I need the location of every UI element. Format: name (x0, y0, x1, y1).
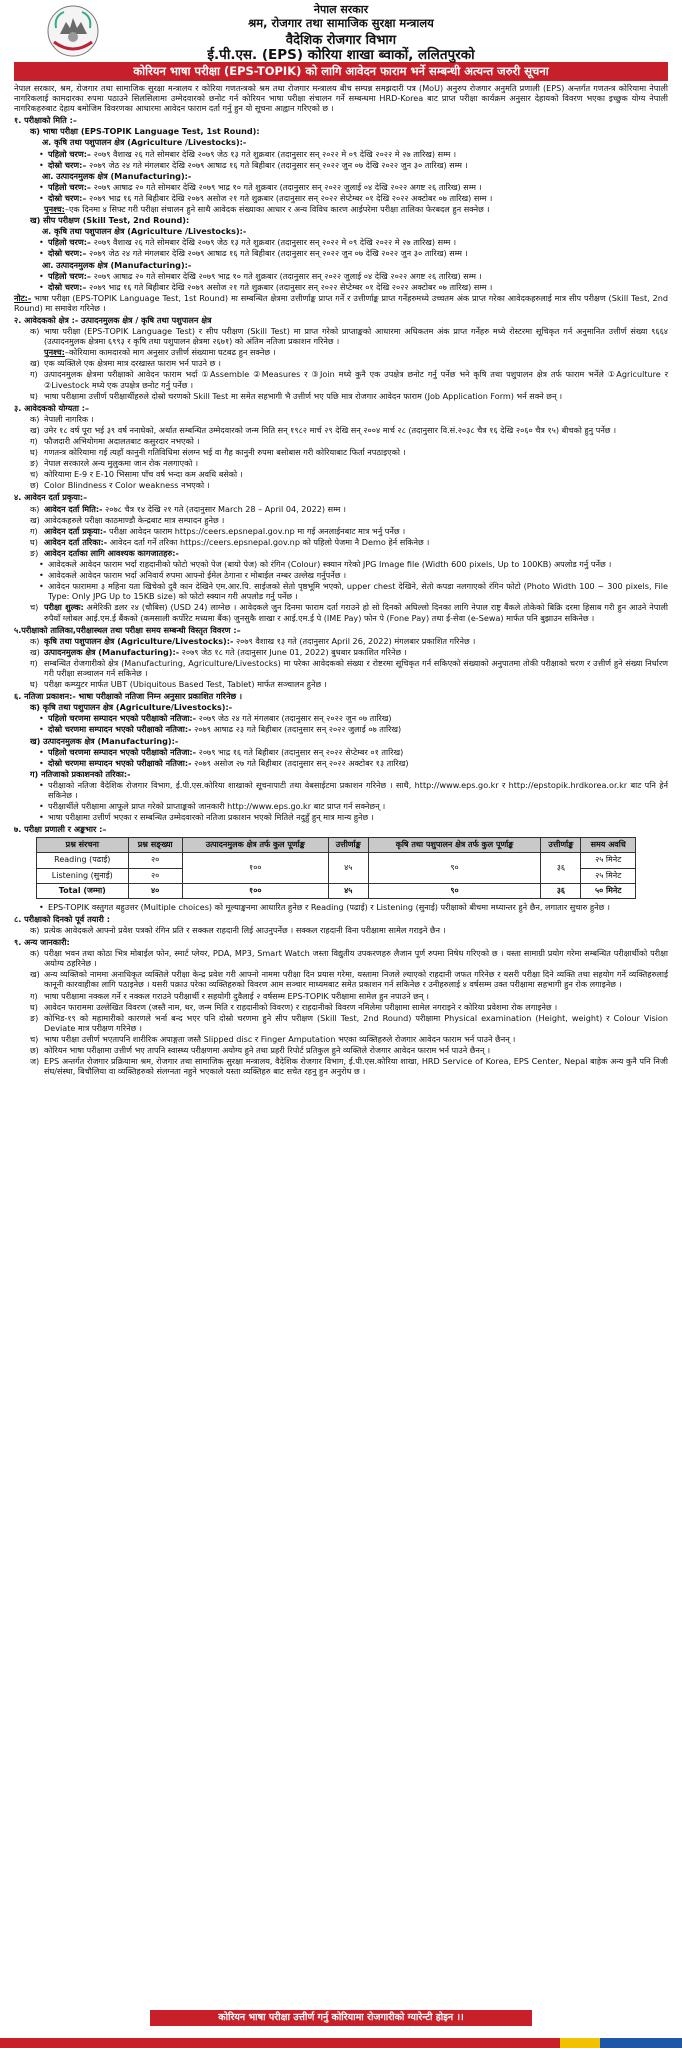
item-label: कृषि तथा पशुपालन क्षेत्र (Agriculture/Livestocks):- (44, 635, 234, 646)
list-item (48, 160, 668, 170)
score-table (36, 837, 636, 898)
list-text: आवेदकहरुले परीक्षा काठमाण्डौ केन्द्रबाट मात्र सम्पादन हुनेछ । (44, 514, 225, 525)
list-item (30, 1033, 668, 1044)
section-1b-mfg-title: आ. उत्पादनमुलक क्षेत्र (Manufacturing):- (42, 259, 192, 270)
list-text: अमेरिकी डलर २४ (चौबिस) (USD 24) लाग्नेछ । आवेदकले जुन दिनमा फाराम दर्ता गराउने हो सो दिनको अघिल्लो दिनका लागि नेपाल राष्ट्र बैंकले तोकेको बिक्रि दरमा हिसाब गरी हुन आउने नेपाली रुपैयाँ ग्लोबल आई.एम.ई बैंकको (कमसाली कर्पोरेट मध्यमा बैंक) जुनसुकै शाखा र आई.एम.ई पे (IME Pay) फोन पे (Fone Pay) तथा ई-सेवा (e-Sewa) मार्फत पनि बुझाउन सकिनेछ । (44, 602, 669, 623)
list-marker: ख) (30, 969, 40, 980)
list-item (48, 237, 668, 247)
table-cell: ९० (368, 883, 541, 898)
list-marker: ख) (30, 646, 40, 657)
list-marker: ग) (30, 990, 38, 1001)
list-text: आवेदन फाराममा ३ महिना यता खिचेको दुवै कान देखिने एम.आर.पि. साईजको सेतो पृष्ठभूमि भएको, upper chest देखिने, सेतो कपडा नलगाएको रंगिन फोटो (Photo Width 100 ~ 300 pixels, File Type: Only JPG Up to 15KB size) को फोटो स्क्यान गरी अपलोड गर्नु पर्नेछ । (48, 581, 668, 602)
list-text: भाषा परीक्षामा नक्कल गर्ने र नक्कल गराउने परीक्षार्थी र सहयोगी दुवैलाई २ वर्षसम्म EPS-TOPIK परीक्षामा सामेल हुन नपाउने छन् । (44, 990, 429, 1001)
phase-text: २०७९ आषाढ २० गते सोमबार देखि २०७९ भाद्र १० गते शुक्रबार (तदानुसार सन् २०२२ जुलाई ०४ देखि २०२२ अगष्ट २६ तारिख) सम्म । (93, 270, 482, 281)
table-cell: ५० मिनेट (581, 883, 636, 898)
list-text: भाषा परीक्षा उत्तीर्ण भएतापनि शारीरिक अपाङ्गता जस्तै Slipped disc र Finger Amputation भएका व्यक्तिहरुले रोजगार आवेदन फाराम भर्न पाउने छैनन् । (44, 1033, 516, 1044)
list-item (30, 1001, 668, 1012)
list-marker: घ) (30, 679, 38, 690)
list-marker: च) (30, 602, 39, 613)
list-item (30, 514, 668, 525)
phase-label: दोस्रो चरण:– (48, 281, 87, 292)
footer-stripe-blue (600, 2038, 682, 2048)
table-header-cell: उत्पादनमुलक क्षेत्र तर्फ कुल पूर्णाङ्क (182, 838, 328, 853)
table-cell: ४५ (328, 883, 368, 898)
list-marker: क) (30, 924, 40, 935)
table-cell: Listening (सुनाई) (37, 868, 129, 883)
phase-label: पहिलो चरण:– (48, 270, 91, 281)
list-item (44, 347, 668, 357)
list-item (30, 503, 668, 514)
list-item (48, 724, 668, 734)
table-header-cell: उत्तीर्णाङ्क (541, 838, 581, 853)
section-6-title: ६. नतिजा प्रकाशन:- भाषा परीक्षाको नतिजा निम्न अनुसार प्रकाशित गरिनेछ । (14, 691, 243, 702)
phase-text: २०७९ आषाढ २० गते सोमबार देखि २०७९ भाद्र १० गते शुक्रबार (तदानुसार सन् २०२२ जुलाई ०४ देखि २०२२ अगष्ट २६ तारिख) सम्म । (93, 181, 482, 192)
item-label: आवेदन दर्ताका लागि आवश्यक कागजातहरु:- (44, 547, 179, 558)
section-1a-mfg-title: आ. उत्पादनमुलक क्षेत्र (Manufacturing):- (42, 170, 192, 181)
list-text: कोरियामा E-9 र E-10 भिसामा पाँच वर्ष भन्दा कम अवधि बसेको । (44, 469, 243, 480)
note-text: –एक दिनमा ४ सिफ्ट गरी परीक्षा संचालन हुने साथै आवेदक संख्याका आधार र अन्य विविध कारण आईपरेमा परीक्षा तालिका फेरबदल हुन सक्नेछ । (64, 204, 490, 215)
list-text: आवेदन फाराममा उल्लेखित विवरण (जस्तै नाम, थर, जन्म मिति र राहदानीको विवरण) र राहदानीको विवरण नमिलेमा परीक्षामा सामेल नगराइने र कोरिया प्रवेशमा रोक लगाइनेछ । (44, 1001, 558, 1012)
list-item (30, 326, 668, 347)
list-text: EPS-TOPIK वस्तुगत बहुउत्तर (Multiple choices) को मूल्याङ्कनमा आधारित हुनेछ र Reading (पढाई) र Listening (सुनाई) परीक्षाको बीचमा मध्यान्तर हुने छैन, लगातार सुचारु हुनेछ । (48, 901, 610, 912)
phase-label: पहिलो चरण:– (48, 148, 91, 159)
list-text: परीक्षा कम्प्युटर मार्फत UBT (Ubiquitous Based Test, Tablet) मार्फत सञ्चालन हुनेछ । (44, 679, 327, 690)
phase-label: पहिलो चरण:– (48, 237, 91, 248)
list-item (30, 969, 668, 990)
notice-banner: कोरियन भाषा परीक्षा (EPS-TOPIK) को लागि आवेदन फाराम भर्ने सम्बन्धी अत्यन्त जरुरी सूचना (14, 62, 668, 81)
list-marker: च) (30, 1033, 39, 1044)
phase-text: २०७९ वैशाख २६ गते सोमबार देखि २०७९ जेठ १३ गते शुक्रबार (तदानुसार सन् २०२२ मे ०९ देखि २०२२ मे २७ तारिख) सम्म । (93, 237, 457, 248)
list-marker: क) (30, 948, 40, 959)
list-text: २०७९ जेठ २४ गते मंगलबार (तदानुसार सन् २०२२ जुन ०७ तारिख) (198, 713, 392, 724)
note-label: पुनश्च: (44, 204, 65, 215)
table-cell: २० (128, 868, 182, 883)
list-item (48, 902, 668, 912)
item-label: दोस्रो चरणमा सम्पादन भएको परीक्षाको नतिजा:- (48, 757, 192, 768)
list-item (48, 747, 668, 757)
list-item (30, 547, 668, 558)
table-header-cell: उत्तीर्णाङ्क (328, 838, 368, 853)
list-text: परीक्षार्थीले परीक्षामा आफूले प्राप्त गरेको प्राप्ताङ्कको जानकारी http://www.eps.go.kr बाट प्राप्त गर्न सक्नेछन् । (48, 801, 386, 812)
item-label: पहिलो चरणमा सम्पादन भएको परीक्षाको नतिजा:- (48, 746, 197, 757)
list-item (48, 182, 668, 192)
list-text: २०७९ वैशाख १३ गते (तदानुसार April 26, 2022) मंगलबार प्रकाशित गरिनेछ । (235, 635, 476, 646)
note (14, 293, 668, 313)
list-item (30, 369, 668, 390)
list-marker: क) (30, 503, 40, 514)
list-item (30, 1012, 668, 1033)
list-text: परीक्षा भवन तथा कोठा भित्र मोबाईल फोन, स्मार्ट प्लेयर, PDA, MP3, Smart Watch जस्ता विद्युतीय उपकरणहरु लैजान पूर्ण रुपमा निषेध गरिएको छ । यस्ता सामाग्री प्रयोग गरेमा सम्बन्धित परीक्षार्थीको परीक्षा अयोग्य ठहरिनेछ । (44, 948, 668, 969)
list-marker: छ) (30, 1044, 39, 1055)
list-item (48, 570, 668, 580)
list-item (30, 358, 668, 369)
list-text: उत्पादनमुलक क्षेत्रमा परीक्षाको आवेदन फाराम भर्दा ①Assemble ②Measures र ③Join मध्ये कुनै एक उपक्षेत्र छनोट गर्नु पर्नेछ भने कृषि तथा पशुपालन क्षेत्र तर्फ फाराम भर्नेले ①Agriculture र ②Livestock मध्ये एक उपक्षेत्र छनोट गर्नु पर्नेछ । (44, 369, 668, 390)
list-marker: च) (30, 469, 39, 480)
footer-stripe-red (0, 2038, 560, 2048)
table-header-cell: प्रश्न सङ्ख्या (128, 838, 182, 853)
table-cell: Total (जम्मा) (37, 883, 129, 898)
section-1a-title: क) भाषा परीक्षा (EPS-TOPIK Language Test, 1st Round): (30, 126, 260, 137)
list-marker: ग) (30, 525, 38, 536)
list-text: आवेदकले आवेदन फाराम भर्दा राहदानीको फोटो भएको पेज (बायो पेज) को रंगिन (Colour) स्क्यान गरेको JPG Image file (Width 600 pixels, Up to 100KB) अपलोड गर्नु पर्नेछ । (48, 559, 612, 570)
list-text: परीक्षा आवेदन फाराम https://ceers.epsnepal.gov.np मा गई अनलाईनबाट मात्र भर्नु पर्नेछ । (109, 525, 406, 536)
list-item (30, 525, 668, 536)
list-item (48, 801, 668, 811)
list-text: फौजदारी अभियोगमा अदालतबाट कसुरदार नभएको । (44, 436, 200, 446)
list-text: उमेर १८ वर्ष पूरा भई ३९ वर्ष ननाघेको, अर्थात सम्बन्धित उम्मेदवारको जन्म मिति सन् १९८२ मार्च २९ देखि सन् २००४ मार्च २८ (तदानुसार वि.सं.२०३८ चैत्र १६ देखि २०६० चैत्र १५) बीचको हुनु पर्नेछ । (44, 424, 617, 435)
list-item (30, 536, 668, 547)
list-item (30, 948, 668, 969)
table-row (37, 853, 636, 868)
list-marker: क) (30, 413, 40, 424)
list-item (48, 812, 668, 822)
item-label: आवेदन दर्ता मिति:- (44, 503, 103, 514)
footer-banner: कोरियन भाषा परीक्षा उत्तीर्ण गर्नु कोरियामा रोजगारीको ग्यारेन्टी होइन ।। (150, 2010, 532, 2026)
phase-text: २०७९ जेठ २४ गते मंगलबार देखि २०७९ आषाढ १६ गते बिहीबार (तदानुसार सन् २०२२ जुन ०७ देखि २०२२ जुन ३० तारिख) सम्म । (89, 248, 468, 259)
list-text: आवेदकले आवेदन फाराम भर्दा अनिवार्य रुपमा आफ्नो ईमेल ठेगाना र मोबाईल नम्बर उल्लेख गर्नुपर्नेछ । (48, 570, 347, 581)
list-text: २०७९ जेठ १८ गते (तदानुसार June 01, 2022) बुधबार प्रकाशित गरिनेछ । (181, 646, 407, 657)
table-cell: २० (128, 853, 182, 868)
section-3-title: ३. आवेदकको योग्यता :– (14, 402, 90, 413)
phase-label: दोस्रो चरण:– (48, 159, 87, 170)
item-label: आवेदन दर्ता तरिका:- (44, 536, 108, 547)
list-text: आवेदन दर्ता गर्ने तरिका https://ceers.epsnepal.gov.np को पहिलो पेजमा नै Demo हेर्न सकिनेछ । (109, 536, 430, 547)
phase-text: २०७९ जेठ २४ गते मंगलबार देखि २०७९ आषाढ १६ गते बिहीबार (तदानुसार सन् २०२२ जुन ०७ देखि २०२२ जुन ३० तारिख) सम्म । (89, 159, 468, 170)
section-1b-title: ख) सीप परीक्षण (Skill Test, 2nd Round): (30, 215, 190, 226)
list-item (30, 990, 668, 1001)
table-cell: २५ मिनेट (581, 853, 636, 868)
note-label: पुनश्च: (44, 347, 65, 358)
list-marker: ख) (30, 514, 40, 525)
list-item (48, 282, 668, 292)
table-cell: ४० (128, 883, 182, 898)
section-9-title: ९. अन्य जानकारी: (14, 937, 70, 948)
list-marker: क) (30, 326, 40, 337)
list-item (48, 559, 668, 569)
table-header-cell: समय अवधि (581, 838, 636, 853)
list-marker: क) (30, 635, 40, 646)
note (44, 204, 668, 214)
list-item (48, 149, 668, 159)
list-item (48, 758, 668, 768)
list-text: २०७९ भाद्र १६ गते बिहीबार (तदानुसार सन् २०२२ सेप्टेम्बर ०१ तारिख) (198, 746, 404, 757)
list-text: EPS अन्तर्गत रोजगार प्रक्रियामा श्रम, रोजगार तथा सामाजिक सुरक्षा मन्त्रालय, वैदेशिक रोजगार विभाग, ई.पी.एस.कोरिया शाखा, HRD Service of Korea, EPS Center, Nepal बाहेक अन्य कुनै पनि निजी संघ/संस्था, बिचौलिया वा व्यक्तिहरुको संलग्नता नहुने भएकाले यस्ता व्यक्तिहरु बाट सचेत रहनु हुन अनुरोध छ । (44, 1056, 668, 1077)
list-item (30, 458, 668, 469)
phase-text: २०७९ भाद्र १६ गते बिहीबार देखि २०७९ असोज २१ गते शुक्रबार (तदानुसार सन् २०२२ सेप्टेम्बर ०१ देखि २०२२ अक्टोबर ०७ तारिख) सम्म । (89, 281, 493, 292)
list-item (30, 679, 668, 690)
list-item (48, 713, 668, 723)
list-marker: ग) (30, 369, 38, 380)
phase-label: पहिलो चरण:– (48, 181, 91, 192)
list-marker: ख) (30, 358, 40, 369)
list-item (30, 635, 668, 646)
list-item (30, 602, 669, 623)
section-2-title: २. आवेदकको क्षेत्र :- उत्पादनमुलक क्षेत्र / कृषि तथा पशुपालन क्षेत्र (14, 314, 212, 325)
list-item (30, 436, 668, 446)
header-line-4: ई.पी.एस. (EPS) कोरिया शाखा ब्वाकों, ललितपुरको (207, 47, 475, 63)
section-8-title: ८. परीक्षाको दिनको पूर्व तयारी : (14, 913, 110, 924)
list-text: नेपाल सरकारले अन्य मुलुकमा जान रोक नलगाएको । (44, 458, 199, 469)
list-item (48, 193, 668, 203)
list-item (30, 1056, 668, 1077)
header-line-3: वैदेशिक रोजगार विभाग (285, 33, 397, 48)
list-marker: ङ) (30, 1012, 39, 1023)
list-text: भाषा परीक्षामा उत्तीर्ण भएका र सम्बन्धित उम्मेदवारको नतिजा प्रकाशन भएको मितिले नदुहुँ हुन् मात्र मान्य हुनेछ । (48, 812, 374, 823)
item-label: परीक्षा शुल्क: (44, 602, 84, 613)
list-item (30, 447, 668, 458)
list-marker: घ) (30, 390, 38, 401)
list-text: २०७९ असोज २७ गते बिहीबार (तदानुसार सन् २०२२ अक्टोबर १३ तारिख) (194, 757, 409, 768)
list-text: भाषा परीक्षा (EPS-TOPIK Language Test) र सीप परीक्षण (Skill Test) मा प्राप्त गरेको प्राप्ताङ्कको आधारमा अधिकतम अंक प्राप्त गर्नेहरु मध्ये रोस्टरमा सूचिकृत गर्न अनुमानित उत्तीर्ण संख्या ९६६४ (उत्पादनमुलक क्षेत्रमा ६९९३ र कृषि तथा पशुपालन क्षेत्रमा २६७१) को अंतिम नतिजा प्रकाशन गरिनेछ । (44, 326, 668, 347)
list-text: सम्बन्धित रोजगारीको क्षेत्र (Manufacturing, Agriculture/Livestocks) मा परेका आवेदकको संख्या र रोष्टरमा सूचिकृत गर्न सकिएको संख्याको अनुपातमा तोकी परीक्षाको चरण र उत्तीर्ण हुने संख्या निर्धारण गरी परीक्षा सञ्चालन गर्न सकिनेछ । (44, 657, 668, 678)
list-item (30, 657, 668, 678)
section-6a-title: क) कृषि तथा पशुपालन क्षेत्र (Agriculture/Livestocks):- (30, 702, 233, 713)
list-marker: ख) (30, 424, 40, 435)
list-text: कोरियन भाषा परीक्षामा उत्तीर्ण भए तापनि स्वास्थ्य परीक्षणमा अयोग्य हुने तथा प्रहरी रिपोर्ट प्रतिकुल हुने व्यक्तिले रोजगार आवेदन फाराम भर्न पाउने छैनन् । (44, 1044, 491, 1055)
table-header-cell: कृषि तथा पशुपालन क्षेत्र तर्फ कुल पूर्णाङ्क (368, 838, 541, 853)
phase-label: दोस्रो चरण:– (48, 192, 87, 203)
note-text: भाषा परीक्षा (EPS-TOPIK Language Test, 1st Round) मा सम्बन्धित क्षेत्रमा उत्तीर्णाङ्क प्राप्त गर्ने र उत्तीर्णाङ्क प्राप्त गर्नेहरुमध्ये उच्चतम अंक प्राप्त गरेका आवेदकहरुलाई मात्र सीप परीक्षण (Skill Test, 2nd Round) मा समावेश गरिनेछ । (14, 292, 668, 313)
list-item (30, 413, 668, 424)
footer-stripe-yellow (560, 2038, 600, 2048)
phase-text: २०७९ वैशाख २६ गते सोमबार देखि २०७९ जेठ १३ गते शुक्रबार (तदानुसार सन् २०२२ मे ०९ देखि २०२२ मे २७ तारिख) सम्म । (93, 148, 457, 159)
list-item (30, 646, 668, 657)
list-text: २०७९ आषाढ २३ गते बिहीबार (तदानुसार सन् २०२२ जुलाई ०७ तारिख) (194, 724, 402, 735)
list-text: प्रत्येक आवेदकले आफ्नो प्रवेश पत्रको रंगिन प्रति र सक्कल राहदानी लिई आउनुपर्नेछ । सक्कल राहदानी विना परीक्षामा सामेल गराइने छैन । (44, 924, 446, 935)
table-cell: ३६ (541, 853, 581, 883)
table-cell: ३६ (541, 883, 581, 898)
section-5-title: ५.परीक्षाको तालिका,परीक्षास्थल तथा परीक्षा समय सम्बन्धी विस्तृत विवरण :– (14, 624, 241, 635)
intro-paragraph: नेपाल सरकार, श्रम, रोजगार तथा सामाजिक सुरक्षा मन्त्रालय र कोरिया गणतन्त्रको श्रम तथा रोजगार मन्त्रालय बीच सम्पन्न समझदारी पत्र (MoU) अनुरुप रोजगार अनुमति प्रणाली (EPS) अन्तर्गत गणतन्त्र कोरियामा नेपाली नागरिकलाई कामदारका रुपमा पठाउने सिलसिलामा उम्मेदवारको छनोट गर्न कोरियन भाषा परीक्षा संचालन गर्ने सम्बन्धमा HRD-Korea बाट प्राप्त परीक्षा कार्यक्रम अनुसार देहायको विवरण भएका इच्छुक योग्य नेपाली नागरिकहरुबाट देहाय बमोजिम विवरणका आधारमा आवेदन फाराम दर्ता गर्नु हुन यो सूचना आह्वान गरिएको छ । (14, 83, 668, 114)
phase-label: दोस्रो चरण:– (48, 248, 87, 259)
list-item (48, 581, 668, 601)
table-cell: २५ मिनेट (581, 868, 636, 883)
section-6c-title: ग) नतिजाको प्रकाशनको तरिका:- (30, 768, 131, 779)
table-cell: १०० (182, 883, 328, 898)
list-marker: ग) (30, 436, 38, 446)
table-header-row (37, 838, 636, 853)
list-item (30, 924, 668, 935)
list-marker: घ) (30, 447, 38, 458)
table-cell: १०० (182, 853, 328, 883)
list-item (30, 480, 668, 491)
item-label: पहिलो चरणमा सम्पादन भएको परीक्षाको नतिजा:- (48, 713, 197, 724)
list-text: २०७८ चैत्र १४ देखि २१ गते (तदानुसार March 28 – April 04, 2022) सम्म । (105, 503, 346, 514)
section-1-title: १. परीक्षाको मिति :– (14, 115, 77, 126)
list-item (48, 780, 668, 800)
table-cell: ४५ (328, 853, 368, 883)
item-label: दोस्रो चरणमा सम्पादन भएको परीक्षाको नतिजा:- (48, 724, 192, 735)
section-1a-agri-title: अ. कृषि तथा पशुपालन क्षेत्र (Agriculture /Livestocks):- (42, 137, 247, 148)
header (0, 0, 682, 62)
list-item (30, 469, 668, 480)
list-text: परीक्षाको नतिजा वैदेशिक रोजगार विभाग, ई.पी.एस.कोरिया शाखाको सूचनापाटी तथा वेबसाईटमा प्रकाशन गरिनेछ । साथै, http://www.eps.go.kr र http://epstopik.hrdkorea.or.kr बाट पनि हेर्न सकिनेछ । (48, 779, 668, 800)
list-item (48, 248, 668, 258)
list-item (30, 424, 668, 435)
list-item (30, 1044, 668, 1055)
table-header-cell: प्रश्न संरचना (37, 838, 129, 853)
list-text: भाषा परीक्षामा उत्तीर्ण परीक्षार्थीहरुले दोस्रो चरणको Skill Test मा समेत सहभागी भै उत्तीर्ण भए पछि मात्र रोजगार आवेदन फाराम (Job Application Form) भर्न सक्ने छन् । (44, 390, 563, 401)
list-marker: घ) (30, 1001, 38, 1012)
table-cell: Reading (पढाई) (37, 853, 129, 868)
list-item (30, 390, 668, 401)
list-text: –कोरियामा कामदारको माग अनुसार उत्तीर्ण संख्यामा घटबढ हुन सक्नेछ । (64, 347, 276, 358)
list-text: कोभिड-१९ को महामारीको कारणले भर्ना बन्द भएर पनि दोस्रो चरणमा हुने सीप परीक्षण (Skill Test, 2nd Round) परीक्षामा Physical examination (Height, weight) र Colour Vision Deviate मात्र परीक्षण गरिनेछ । (44, 1012, 668, 1033)
section-7-title: ७. परीक्षा प्रणाली र अङ्कभार :– (14, 824, 107, 835)
table-total-row (37, 883, 636, 898)
phase-text: २०७९ भाद्र १६ गते बिहीबार देखि २०७९ असोज २१ गते शुक्रबार (तदानुसार सन् २०२२ सेप्टेम्बर ०१ देखि २०२२ अक्टोबर ०७ तारिख) सम्म । (89, 192, 493, 203)
header-line-1: नेपाल सरकार (313, 3, 369, 16)
list-marker: ङ) (30, 458, 39, 469)
header-line-2: श्रम, रोजगार तथा सामाजिक सुरक्षा मन्त्रालय (248, 16, 434, 30)
item-label: उत्पादनमुलक क्षेत्र (Manufacturing):- (44, 646, 180, 657)
list-text: एक व्यक्तिले एक क्षेत्रमा मात्र दरखास्त फाराम भर्न पाउने छ । (44, 358, 221, 369)
table-cell: ९० (368, 853, 541, 883)
notice-body (0, 81, 682, 1076)
list-text: नेपाली नागरिक । (44, 413, 94, 424)
list-text: Color Blindness र Color weakness नभएको । (44, 480, 210, 491)
section-4-title: ४. आवेदन दर्ता प्रकृया:– (14, 492, 88, 503)
list-text: गणतन्त्र कोरियामा गई त्यहाँ कानुनी गतिविधिमा संलग्न भई वा गैह कानुनी रुपमा बसोबास गरी कोरियाबाट फिर्ता नपठाइएको । (44, 447, 406, 458)
note-label: नोट:- (14, 292, 32, 303)
list-marker: ज) (30, 1056, 40, 1067)
section-6b-title: ख) उत्पादनमुलक क्षेत्र (Manufacturing):- (30, 735, 179, 746)
list-marker: घ) (30, 536, 38, 547)
list-marker: छ) (30, 480, 39, 491)
list-item (48, 271, 668, 281)
section-1b-agri-title: अ. कृषि तथा पशुपालन क्षेत्र (Agriculture /Livestocks):- (42, 226, 247, 237)
list-marker: ङ) (30, 547, 39, 558)
item-label: आवेदन दर्ता प्रकृया:- (44, 525, 107, 536)
list-marker: ग) (30, 657, 38, 668)
list-text: अन्य व्यक्तिको नाममा अनाधिकृत व्यक्तिले परीक्षा केन्द्र प्रवेश गरी आफ्नो नाममा परीक्षा दिन प्रयास गरेमा, यस्तामा निजले ल्याएको राहदानी जफत गरिनेछ र यसरी परीक्षा दिने व्यक्ति तथा सहयोग गर्ने व्यक्तिहरुलाई कानूनी कारवाहीका लागि पठाइनेछ । यसरी पक्राउ परेका व्यक्तिहरुको विवरण आम सञ्चार माध्यमबाट समेत प्रकाशन गर्न सकिनेछ र उनीहरुलाई ४ वर्षसम्म उक्त परीक्षामा सहभागी हुन रोक लगाइनेछ । (44, 969, 668, 990)
